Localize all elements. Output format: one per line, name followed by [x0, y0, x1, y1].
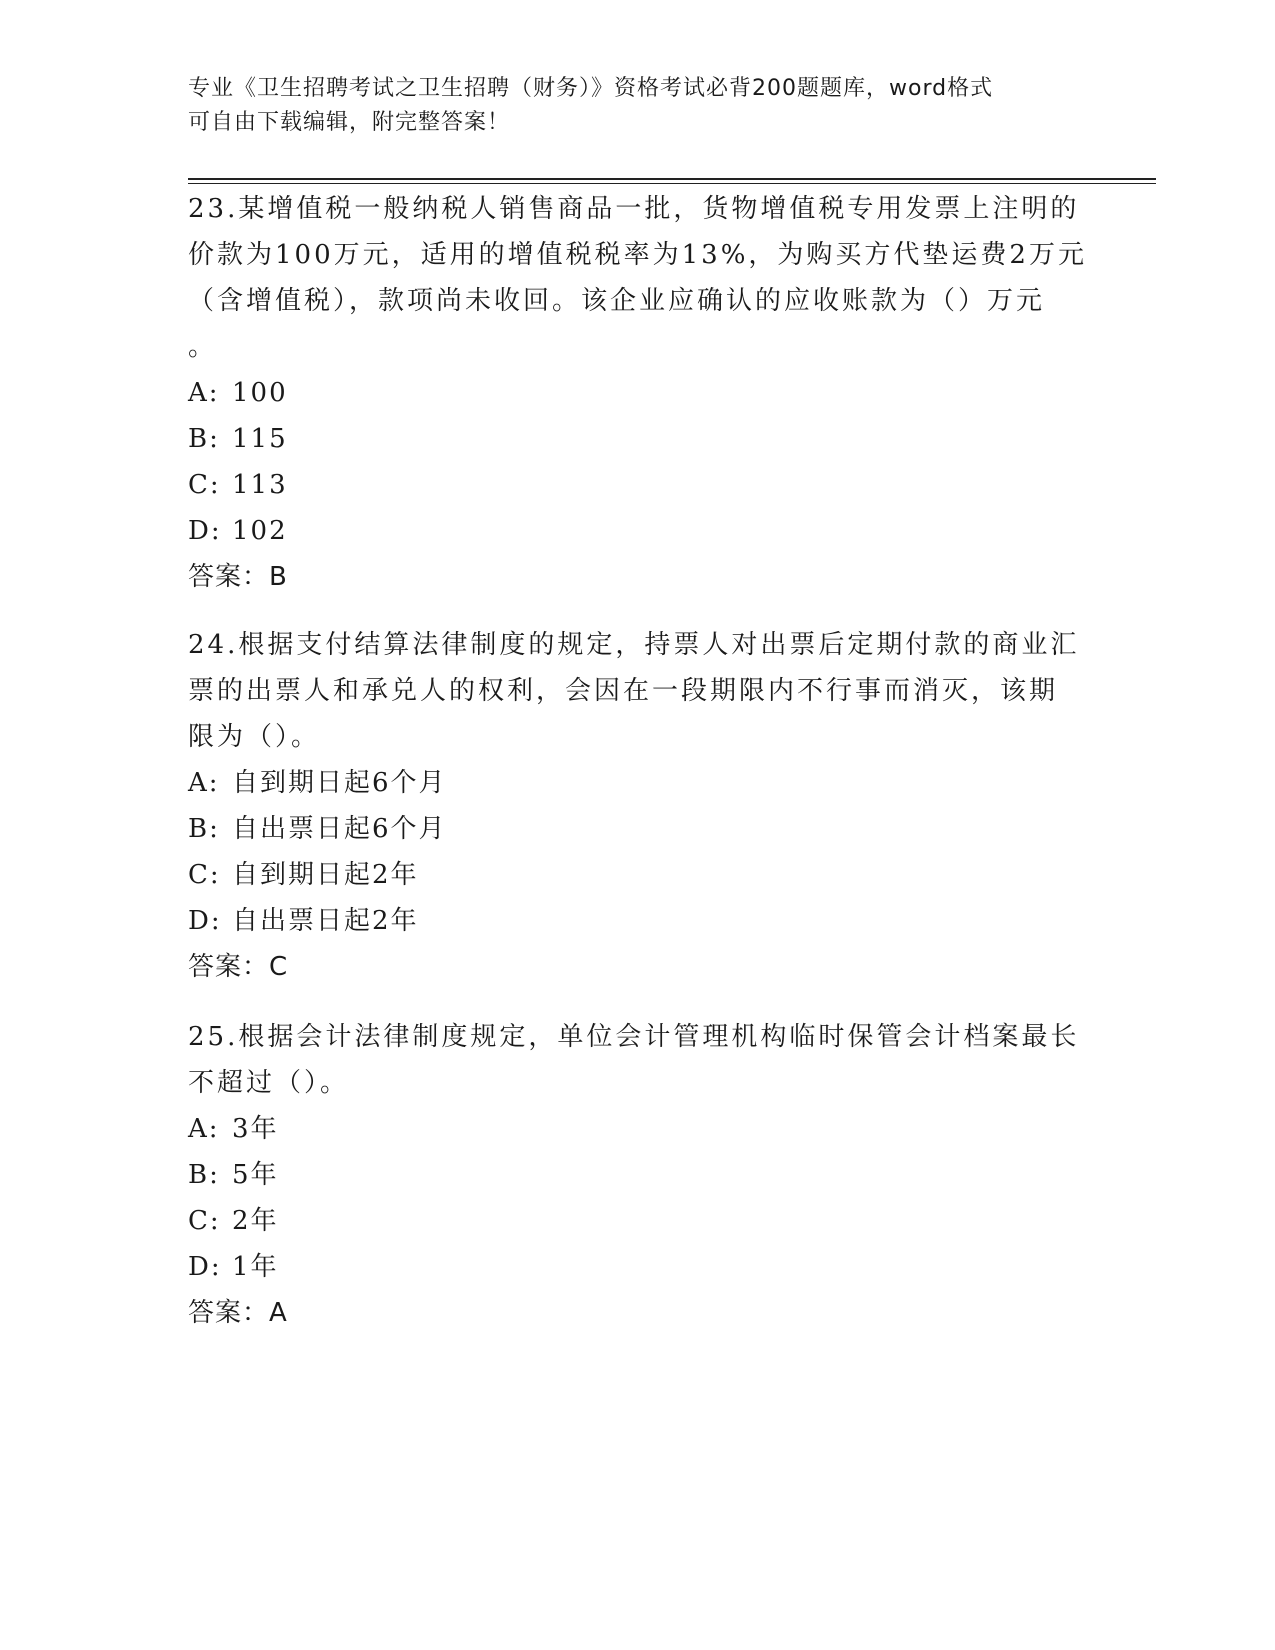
option-key: A:: [188, 1114, 220, 1144]
answer-line: 答案：C: [188, 952, 289, 982]
option-text: 自到期日起6个月: [232, 768, 447, 798]
question-text-line: 票的出票人和承兑人的权利，会因在一段期限内不行事而消灭，该期: [188, 676, 1059, 706]
option-text: 5年: [232, 1160, 279, 1190]
option-key: A:: [188, 768, 220, 798]
option-a: [188, 1106, 1088, 1152]
option-key: C:: [188, 1206, 221, 1236]
question-24: [188, 622, 1088, 990]
option-key: D:: [188, 516, 222, 546]
header-divider-thick: [188, 178, 1156, 180]
option-c: [188, 462, 1088, 508]
document-header: [188, 72, 1068, 140]
option-text: 1年: [232, 1252, 279, 1282]
option-text: 自出票日起6个月: [232, 814, 447, 844]
header-line-2: 可自由下载编辑，附完整答案！: [188, 110, 511, 135]
header-divider-thin: [188, 183, 1156, 184]
option-text: 102: [232, 516, 288, 546]
option-key: A:: [188, 378, 220, 408]
option-key: B:: [188, 424, 220, 454]
answer-line: 答案：B: [188, 562, 288, 592]
option-key: C:: [188, 470, 221, 500]
option-text: 113: [232, 470, 288, 500]
option-text: 自出票日起2年: [232, 906, 419, 936]
option-key: B:: [188, 1160, 220, 1190]
option-key: C:: [188, 860, 221, 890]
option-b: [188, 416, 1088, 462]
question-text-line: 不超过（）。: [188, 1068, 350, 1098]
question-23: [188, 186, 1088, 600]
option-a: [188, 760, 1088, 806]
question-text-line: 。: [188, 332, 218, 362]
option-key: D:: [188, 906, 222, 936]
question-text-line: 23.某增值税一般纳税人销售商品一批，货物增值税专用发票上注明的: [188, 194, 1080, 224]
question-25: [188, 1014, 1088, 1336]
header-line-1: 专业《卫生招聘考试之卫生招聘（财务）》资格考试必背200题题库，word格式: [188, 76, 994, 101]
question-text-line: 25.根据会计法律制度规定，单位会计管理机构临时保管会计档案最长: [188, 1022, 1080, 1052]
option-d: [188, 898, 1088, 944]
option-b: [188, 1152, 1088, 1198]
option-key: B:: [188, 814, 220, 844]
option-d: [188, 1244, 1088, 1290]
option-text: 115: [232, 424, 288, 454]
answer-line: 答案：A: [188, 1298, 288, 1328]
option-text: 3年: [232, 1114, 279, 1144]
question-text-line: （含增值税），款项尚未收回。该企业应确认的应收账款为（）万元: [188, 286, 1046, 316]
option-c: [188, 852, 1088, 898]
option-c: [188, 1198, 1088, 1244]
question-text-line: 限为（）。: [188, 722, 321, 752]
option-text: 2年: [232, 1206, 279, 1236]
option-key: D:: [188, 1252, 222, 1282]
option-a: [188, 370, 1088, 416]
option-text: 自到期日起2年: [232, 860, 419, 890]
question-text-line: 24.根据支付结算法律制度的规定，持票人对出票后定期付款的商业汇: [188, 630, 1080, 660]
question-text-line: 价款为100万元，适用的增值税税率为13%，为购买方代垫运费2万元: [188, 240, 1087, 270]
option-d: [188, 508, 1088, 554]
option-b: [188, 806, 1088, 852]
option-text: 100: [232, 378, 288, 408]
